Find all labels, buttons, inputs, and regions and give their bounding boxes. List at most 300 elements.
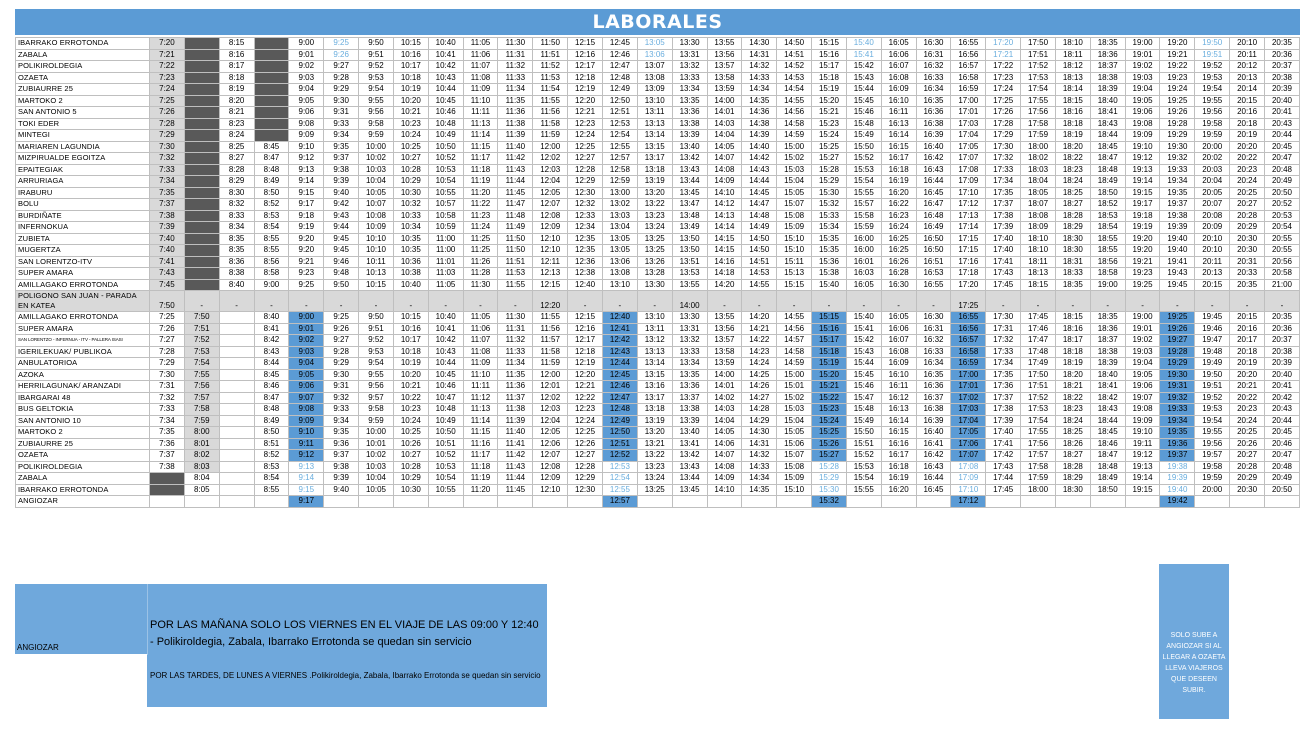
departure-time: 9:44	[324, 222, 359, 234]
timetable-row	[16, 95, 1300, 107]
departure-time: 14:58	[777, 346, 812, 358]
departure-time: 13:55	[672, 279, 707, 291]
departure-time: 7:36	[150, 438, 185, 450]
departure-time: 20:00	[1195, 141, 1230, 153]
departure-time: 15:35	[812, 245, 847, 257]
departure-time: 20:03	[1195, 164, 1230, 176]
timetable-row	[16, 415, 1300, 427]
departure-time: 14:50	[742, 245, 777, 257]
departure-time: 9:14	[289, 176, 324, 188]
departure-time: 11:35	[498, 95, 533, 107]
departure-time: 18:28	[1055, 210, 1090, 222]
departure-time: 15:49	[846, 130, 881, 142]
departure-time: 19:09	[1125, 130, 1160, 142]
departure-time: 14:50	[777, 38, 812, 50]
departure-time: 12:55	[602, 484, 637, 496]
departure-time: 15:17	[812, 335, 847, 347]
departure-time: 15:48	[846, 404, 881, 416]
departure-time: 15:30	[812, 484, 847, 496]
departure-time: 15:47	[846, 392, 881, 404]
departure-time: 18:13	[1055, 72, 1090, 84]
departure-time: 16:53	[916, 268, 951, 280]
departure-time: 11:17	[463, 153, 498, 165]
departure-time: 11:51	[498, 256, 533, 268]
departure-time: 15:10	[777, 484, 812, 496]
departure-time: 19:45	[1195, 312, 1230, 324]
departure-time: -	[568, 291, 603, 312]
departure-time: 19:47	[1195, 335, 1230, 347]
departure-time: 17:47	[1021, 335, 1056, 347]
departure-time: 15:57	[846, 199, 881, 211]
departure-time: 7:31	[150, 381, 185, 393]
departure-time: 19:05	[1125, 369, 1160, 381]
departure-time: 15:42	[846, 335, 881, 347]
departure-time: 15:44	[846, 358, 881, 370]
departure-time: 18:18	[1055, 118, 1090, 130]
departure-time: 9:59	[359, 130, 394, 142]
departure-time: 16:26	[881, 256, 916, 268]
departure-time: 17:32	[986, 153, 1021, 165]
departure-time: 10:46	[428, 381, 463, 393]
departure-time: 17:21	[986, 49, 1021, 61]
departure-time: 18:10	[1021, 233, 1056, 245]
departure-time: 15:54	[846, 176, 881, 188]
departure-time: 10:20	[393, 95, 428, 107]
departure-time	[881, 496, 916, 508]
departure-time: 17:52	[1021, 392, 1056, 404]
timetable-row	[16, 404, 1300, 416]
departure-time: 13:17	[637, 153, 672, 165]
departure-time: 7:21	[150, 49, 185, 61]
departure-time: 9:30	[324, 95, 359, 107]
departure-time: 20:24	[1230, 176, 1265, 188]
departure-time: 19:18	[1125, 210, 1160, 222]
departure-time: 14:42	[742, 153, 777, 165]
departure-time: 10:19	[393, 84, 428, 96]
departure-time: 17:12	[951, 199, 986, 211]
departure-time: 9:58	[359, 404, 394, 416]
departure-time	[672, 496, 707, 508]
departure-time: 11:44	[498, 473, 533, 485]
departure-time: 15:21	[812, 107, 847, 119]
departure-time: 19:52	[1195, 61, 1230, 73]
departure-time: 14:20	[707, 279, 742, 291]
departure-time: 8:24	[219, 130, 254, 142]
departure-time: 18:49	[1090, 473, 1125, 485]
departure-time: 18:46	[1090, 438, 1125, 450]
departure-time: -	[637, 291, 672, 312]
departure-time: 14:27	[742, 392, 777, 404]
departure-time: 10:46	[428, 107, 463, 119]
departure-time: 12:05	[533, 187, 568, 199]
departure-time: 19:33	[1160, 404, 1195, 416]
departure-time: 20:47	[1265, 153, 1300, 165]
timetable-row	[16, 199, 1300, 211]
departure-time	[254, 72, 289, 84]
departure-time: 16:16	[881, 438, 916, 450]
departure-time: 12:15	[568, 312, 603, 324]
departure-time: 15:59	[846, 222, 881, 234]
departure-time: 15:25	[812, 141, 847, 153]
departure-time: 15:05	[777, 427, 812, 439]
departure-time: 15:08	[777, 210, 812, 222]
departure-time: 10:24	[393, 130, 428, 142]
departure-time: 17:05	[951, 427, 986, 439]
departure-time: 17:04	[951, 130, 986, 142]
departure-time: 9:29	[324, 84, 359, 96]
departure-time: 18:22	[1055, 392, 1090, 404]
departure-time: 14:35	[742, 95, 777, 107]
departure-time	[254, 107, 289, 119]
departure-time: 9:08	[289, 404, 324, 416]
stop-name: ANGIOZAR	[16, 496, 150, 508]
departure-time: 7:55	[184, 369, 219, 381]
departure-time: 13:59	[707, 84, 742, 96]
departure-time: 10:22	[393, 392, 428, 404]
departure-time: 8:49	[254, 415, 289, 427]
departure-time: 10:29	[393, 473, 428, 485]
departure-time: 11:15	[463, 141, 498, 153]
departure-time: 14:29	[742, 415, 777, 427]
departure-time: 13:49	[672, 222, 707, 234]
departure-time	[184, 176, 219, 188]
departure-time: 17:08	[951, 461, 986, 473]
departure-time: 11:32	[498, 335, 533, 347]
departure-time: -	[812, 291, 847, 312]
departure-time: 10:29	[393, 176, 428, 188]
departure-time: 8:54	[254, 473, 289, 485]
departure-time	[184, 153, 219, 165]
departure-time: 16:50	[916, 245, 951, 257]
departure-time: 9:38	[324, 164, 359, 176]
departure-time: 12:50	[602, 95, 637, 107]
departure-time: 14:00	[707, 369, 742, 381]
departure-time: 9:50	[324, 279, 359, 291]
departure-time	[219, 461, 254, 473]
departure-time: 19:25	[1160, 95, 1195, 107]
departure-time: 20:13	[1195, 268, 1230, 280]
departure-time: 13:16	[637, 381, 672, 393]
departure-time: 14:31	[742, 49, 777, 61]
departure-time: -	[184, 291, 219, 312]
departure-time: 16:12	[881, 392, 916, 404]
departure-time: 12:51	[602, 107, 637, 119]
departure-time: 19:51	[1195, 381, 1230, 393]
departure-time: 11:32	[498, 61, 533, 73]
departure-time: 10:58	[428, 210, 463, 222]
departure-time: 16:40	[916, 141, 951, 153]
departure-time: 19:46	[1195, 323, 1230, 335]
departure-time: 19:25	[1160, 312, 1195, 324]
departure-time: 9:01	[289, 49, 324, 61]
departure-time: 20:20	[1230, 141, 1265, 153]
departure-time: 15:49	[846, 415, 881, 427]
departure-time: 16:39	[916, 415, 951, 427]
departure-time: 14:02	[707, 392, 742, 404]
departure-time: 14:14	[707, 222, 742, 234]
departure-time: 15:09	[777, 222, 812, 234]
stop-name: MARIAREN LAGUNDIA	[16, 141, 150, 153]
timetable-row	[16, 61, 1300, 73]
departure-time: 12:27	[568, 153, 603, 165]
departure-time: 10:03	[359, 461, 394, 473]
departure-time: 18:38	[1090, 72, 1125, 84]
departure-time: 16:24	[881, 222, 916, 234]
timetable-row	[16, 222, 1300, 234]
departure-time: 15:55	[846, 187, 881, 199]
departure-time: 16:30	[916, 312, 951, 324]
departure-time: 19:05	[1125, 95, 1160, 107]
stop-name: AMILLAGAKO ERROTONDA	[16, 279, 150, 291]
timetable-row	[16, 130, 1300, 142]
departure-time: 11:55	[533, 312, 568, 324]
stop-name: HERRILAGUNAK/ ARANZADI	[16, 381, 150, 393]
departure-time: 16:41	[916, 438, 951, 450]
departure-time: 13:31	[672, 49, 707, 61]
departure-time: 15:40	[846, 312, 881, 324]
departure-time: 16:32	[916, 335, 951, 347]
departure-time: 16:36	[916, 107, 951, 119]
departure-time: 16:56	[951, 49, 986, 61]
departure-time: 11:16	[463, 438, 498, 450]
stop-name: MINTEGI	[16, 130, 150, 142]
departure-time: 11:31	[498, 49, 533, 61]
departure-time: 15:19	[812, 84, 847, 96]
departure-time: 19:27	[1160, 335, 1195, 347]
departure-time	[184, 95, 219, 107]
departure-time: 16:06	[881, 323, 916, 335]
departure-time: 19:38	[1160, 461, 1195, 473]
departure-time: 11:34	[498, 84, 533, 96]
departure-time: 9:40	[324, 484, 359, 496]
departure-time: 18:37	[1090, 61, 1125, 73]
departure-time: 17:41	[986, 438, 1021, 450]
departure-time: 12:25	[568, 427, 603, 439]
stop-name: AZOKA	[16, 369, 150, 381]
departure-time: 19:32	[1160, 153, 1195, 165]
departure-time: 13:36	[672, 381, 707, 393]
departure-time: 18:25	[1055, 187, 1090, 199]
departure-time: 19:54	[1195, 84, 1230, 96]
departure-time: 17:54	[1021, 84, 1056, 96]
departure-time: 13:25	[637, 233, 672, 245]
departure-time: 16:45	[916, 484, 951, 496]
departure-time: 19:22	[1160, 61, 1195, 73]
departure-time: 10:03	[359, 164, 394, 176]
departure-time: 19:19	[1125, 222, 1160, 234]
departure-time: 17:13	[951, 210, 986, 222]
departure-time: 13:31	[672, 323, 707, 335]
timetable-row	[16, 291, 1300, 312]
departure-time	[254, 95, 289, 107]
departure-time: 12:41	[602, 323, 637, 335]
departure-time: 9:15	[289, 187, 324, 199]
departure-time: 12:49	[602, 415, 637, 427]
departure-time: 13:45	[672, 187, 707, 199]
departure-time: 7:23	[150, 72, 185, 84]
departure-time: 11:23	[463, 210, 498, 222]
departure-time: 17:01	[951, 381, 986, 393]
departure-time: 19:00	[1090, 279, 1125, 291]
departure-time: 19:40	[1160, 484, 1195, 496]
departure-time: 9:34	[324, 415, 359, 427]
departure-time: 17:58	[1021, 118, 1056, 130]
departure-time: 20:13	[1230, 72, 1265, 84]
departure-time: 8:51	[254, 438, 289, 450]
departure-time: 19:11	[1125, 438, 1160, 450]
departure-time: 20:12	[1230, 61, 1265, 73]
departure-time: 15:38	[812, 268, 847, 280]
departure-time: 20:46	[1265, 438, 1300, 450]
departure-time: 12:19	[568, 358, 603, 370]
departure-time: 9:52	[359, 335, 394, 347]
departure-time: 17:41	[986, 256, 1021, 268]
departure-time: 19:34	[1160, 176, 1195, 188]
departure-time: 14:04	[707, 130, 742, 142]
departure-time: 8:55	[254, 233, 289, 245]
departure-time: 8:44	[254, 358, 289, 370]
departure-time: 12:33	[568, 210, 603, 222]
departure-time: 12:49	[602, 84, 637, 96]
departure-time: 18:45	[1090, 141, 1125, 153]
departure-time: 11:33	[498, 346, 533, 358]
departure-time: 20:38	[1265, 346, 1300, 358]
departure-time: 20:20	[1230, 369, 1265, 381]
departure-time: 10:32	[393, 199, 428, 211]
departure-time: 15:52	[846, 153, 881, 165]
departure-time: 7:52	[184, 335, 219, 347]
departure-time: 19:41	[1160, 256, 1195, 268]
timetable-row	[16, 118, 1300, 130]
departure-time: 8:47	[254, 153, 289, 165]
departure-time: 10:36	[393, 256, 428, 268]
departure-time: 13:44	[672, 176, 707, 188]
departure-time: 18:50	[1090, 187, 1125, 199]
departure-time: 13:43	[672, 164, 707, 176]
departure-time: 19:53	[1195, 404, 1230, 416]
departure-time: 10:04	[359, 473, 394, 485]
departure-time: 19:10	[1125, 141, 1160, 153]
departure-time: 17:55	[1021, 95, 1056, 107]
departure-time: 12:10	[533, 484, 568, 496]
departure-time: 19:09	[1125, 415, 1160, 427]
departure-time: 13:04	[602, 222, 637, 234]
departure-time: 15:19	[812, 358, 847, 370]
departure-time: 13:34	[672, 358, 707, 370]
stop-name: POLIKIROLDEGIA	[16, 461, 150, 473]
departure-time: 13:05	[602, 233, 637, 245]
departure-time: 16:57	[951, 335, 986, 347]
departure-time: 8:56	[254, 256, 289, 268]
departure-time: 20:21	[1230, 381, 1265, 393]
departure-time: -	[324, 291, 359, 312]
departure-time: 19:57	[1195, 450, 1230, 462]
departure-time: 13:38	[672, 404, 707, 416]
departure-time: 7:30	[150, 369, 185, 381]
departure-time: 10:30	[393, 187, 428, 199]
departure-time: 7:50	[184, 312, 219, 324]
departure-time: -	[916, 291, 951, 312]
departure-time: 9:18	[289, 210, 324, 222]
departure-time: 16:33	[916, 72, 951, 84]
departure-time: 10:23	[393, 404, 428, 416]
timetable-row	[16, 176, 1300, 188]
departure-time: 16:50	[916, 233, 951, 245]
departure-time: 9:55	[359, 369, 394, 381]
departure-time: 20:38	[1265, 72, 1300, 84]
departure-time: 7:41	[150, 256, 185, 268]
departure-time	[184, 199, 219, 211]
departure-time	[219, 415, 254, 427]
departure-time: 12:43	[602, 346, 637, 358]
departure-time: 7:56	[184, 381, 219, 393]
departure-time: 10:57	[428, 199, 463, 211]
departure-time: 12:24	[568, 415, 603, 427]
departure-time: 8:38	[219, 268, 254, 280]
departure-time	[219, 404, 254, 416]
departure-time: 7:32	[150, 392, 185, 404]
departure-time: 14:10	[707, 187, 742, 199]
departure-time: 14:34	[742, 473, 777, 485]
departure-time: 11:20	[463, 187, 498, 199]
departure-time: 11:50	[498, 233, 533, 245]
departure-time: 15:27	[812, 450, 847, 462]
departure-time: 13:07	[637, 61, 672, 73]
departure-time: 18:48	[1090, 164, 1125, 176]
departure-time: 10:48	[428, 118, 463, 130]
departure-time: 10:35	[393, 245, 428, 257]
departure-time: 20:02	[1195, 153, 1230, 165]
angiozar-note: SOLO SUBE A ANGIOZAR SI AL LLEGAR A OZAETA LLEVA VIAJEROS QUE DESEEN SUBIR.	[1162, 632, 1226, 694]
departure-time: 20:53	[1265, 210, 1300, 222]
departure-time: 12:25	[568, 141, 603, 153]
departure-time: 15:58	[846, 210, 881, 222]
departure-time: 16:38	[916, 404, 951, 416]
departure-time: 7:38	[150, 461, 185, 473]
departure-time: 18:11	[1021, 256, 1056, 268]
departure-time: 10:10	[359, 233, 394, 245]
departure-time: 8:00	[184, 427, 219, 439]
departure-time: 10:50	[428, 427, 463, 439]
stop-name: SAN LORENTZO - INFERNUA - ITV - PALLERA ISASI	[16, 335, 150, 347]
departure-time: 13:57	[707, 61, 742, 73]
departure-time	[707, 496, 742, 508]
departure-time: 10:02	[359, 450, 394, 462]
departure-time: 20:55	[1265, 233, 1300, 245]
departure-time: 9:33	[324, 404, 359, 416]
departure-time: 17:58	[1021, 461, 1056, 473]
departure-time: 10:24	[393, 415, 428, 427]
departure-time: 15:29	[812, 176, 847, 188]
departure-time: 11:35	[498, 369, 533, 381]
departure-time: 8:04	[184, 473, 219, 485]
departure-time: 12:44	[602, 358, 637, 370]
departure-time: 10:48	[428, 404, 463, 416]
timetable-title: LABORALES	[15, 9, 1300, 35]
departure-time: 14:44	[742, 176, 777, 188]
stop-name: SUPER AMARA	[16, 323, 150, 335]
departure-time: 11:09	[463, 84, 498, 96]
departure-time: 12:47	[602, 392, 637, 404]
departure-time: 15:16	[812, 49, 847, 61]
departure-time: 9:59	[359, 415, 394, 427]
departure-time: 17:51	[1021, 49, 1056, 61]
departure-time: 12:08	[533, 461, 568, 473]
departure-time: 15:51	[846, 438, 881, 450]
departure-time: 11:41	[498, 438, 533, 450]
departure-time: 19:42	[1160, 496, 1195, 508]
departure-time	[498, 496, 533, 508]
